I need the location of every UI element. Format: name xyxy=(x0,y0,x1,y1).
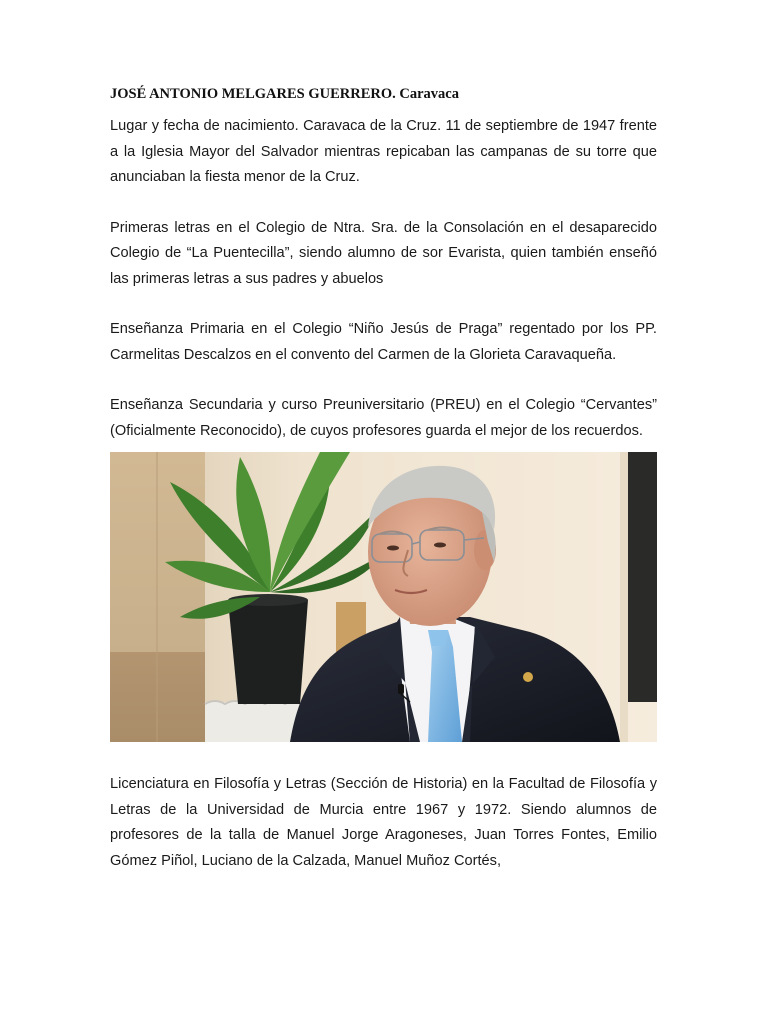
paragraph-secondary-education: Enseñanza Secundaria y curso Preuniversitario (PREU) en el Colegio “Cervantes” (Oficialmente Reconocido), de cuyos profesores guarda el mejor de los recuerdos. xyxy=(110,397,657,439)
paragraph-birth: Lugar y fecha de nacimiento. Caravaca de la Cruz. 11 de septiembre de 1947 frente a la Iglesia Mayor del Salvador mientras repicaban las campanas de su torre que anunciaban la fiesta menor de la Cruz. xyxy=(110,118,657,185)
paragraph-first-letters: Primeras letras en el Colegio de Ntra. Sra. de la Consolación en el desaparecido Colegio de “La Puentecilla”, siendo alumno de sor Evarista, quien también enseñó las primeras letras a sus padres y abuelos xyxy=(110,219,657,287)
paragraph-primary-education: Enseñanza Primaria en el Colegio “Niño Jesús de Praga” regentado por los PP. Carmelitas Descalzos en el convento del Carmen de la Glorieta Caravaqueña. xyxy=(110,321,657,363)
document-content xyxy=(110,84,657,899)
portrait-photo xyxy=(110,452,657,742)
page-title: JOSÉ ANTONIO MELGARES GUERRERO. Caravaca xyxy=(110,86,459,102)
paragraph-university: Licenciatura en Filosofía y Letras (Sección de Historia) en la Facultad de Filosofía y Letras de la Universidad de Murcia entre 1967 y 1972. Siendo alumnos de profesores de la talla de Manuel Jorge Aragoneses, Juan Torres Fontes, Emilio Gómez Piñol, Luciano de la Calzada, Manuel Muñoz Cortés, xyxy=(110,776,657,869)
